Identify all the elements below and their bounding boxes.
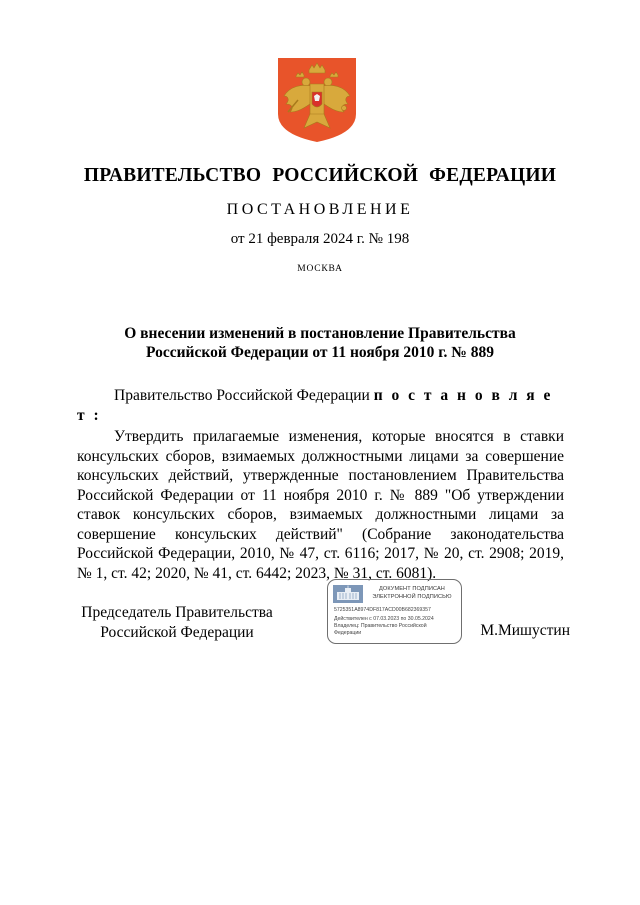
- document-heading: [60, 324, 580, 362]
- government-building-icon: [333, 585, 363, 603]
- intro-paragraph: [77, 386, 564, 425]
- stamp-title: [365, 586, 459, 601]
- signatory-position: [72, 603, 282, 642]
- stamp-title-line-2: ЭЛЕКТРОННОЙ ПОДПИСЬЮ: [372, 593, 452, 600]
- stamp-owner-line-1: Владелец: Правительство Российской: [334, 623, 427, 629]
- position-line-2: Российской Федерации: [100, 623, 254, 641]
- stamp-title-line-1: ДОКУМЕНТ ПОДПИСАН: [379, 586, 445, 592]
- document-date-number: от 21 февраля 2024 г. № 198: [230, 231, 410, 247]
- document-city: МОСКВА: [297, 264, 343, 274]
- stamp-serial-number: 5725351A8974DF817ACD00B682369357: [334, 607, 431, 613]
- electronic-signature-stamp: [327, 579, 462, 644]
- intro-verb: п о с т а н о в л я е т :: [77, 387, 553, 424]
- intro-prefix: Правительство Российской Федерации: [114, 387, 374, 404]
- document-type: ПОСТАНОВЛЕНИЕ: [226, 201, 414, 218]
- government-title: ПРАВИТЕЛЬСТВО РОССИЙСКОЙ ФЕДЕРАЦИИ: [83, 165, 557, 186]
- document-body: [77, 386, 564, 583]
- heading-line-2: Российской Федерации от 11 ноября 2010 г. № 889: [146, 344, 494, 361]
- position-line-1: Председатель Правительства: [81, 604, 273, 621]
- russian-coat-of-arms-icon: [276, 56, 358, 144]
- main-paragraph: Утвердить прилагаемые изменения, которые вносятся в ставки консульских сборов, взимаемых должностными лицами за совершение консульских действий, утвержденные постановлением Правительства Российской Федерации от 11 ноября 2010 г. № 889 "Об утверждении ставок консульских сборов, взимаемых должностными лицами за совершение консульских действий" (Собрание законодательства Российской Федерации, 2010, № 47, ст. 6116; 2017, № 20, ст. 2908; 2019, № 1, ст. 42; 2020, № 41, ст. 6442; 2023, № 31, ст. 6081).: [77, 428, 564, 582]
- signatory-name: М.Мишустин: [480, 622, 570, 639]
- stamp-owner-line-2: Федерации: [334, 629, 362, 636]
- heading-line-1: О внесении изменений в постановление Правительства: [124, 325, 516, 342]
- stamp-validity: Действителен с 07.03.2023 по 30.05.2024: [334, 616, 434, 622]
